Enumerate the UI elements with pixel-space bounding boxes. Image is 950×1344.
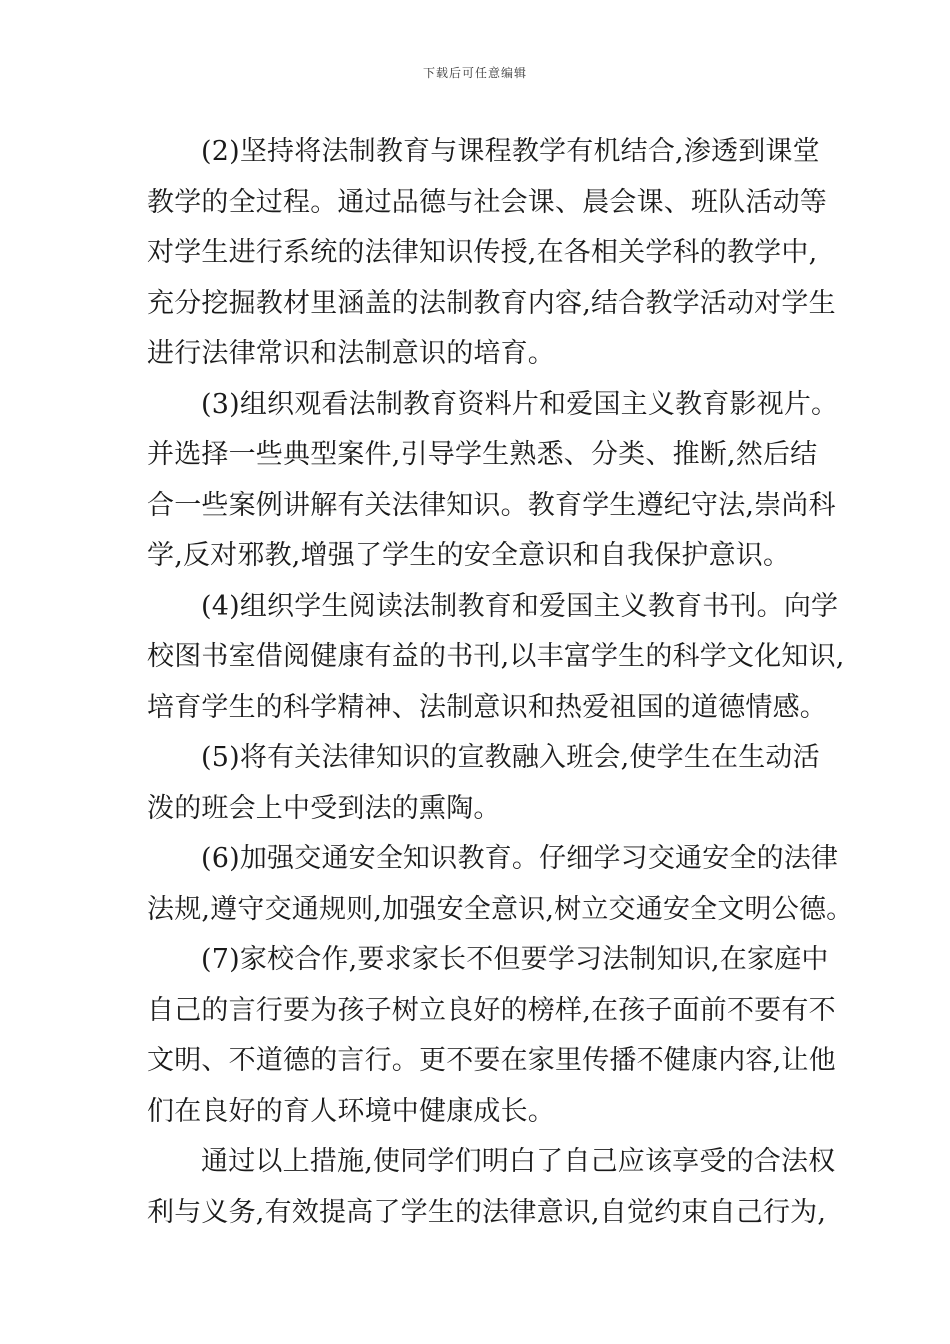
text-line: (7)家校合作,要求家长不但要学习法制知识,在家庭中 <box>201 944 829 975</box>
text-line: 校图书室借阅健康有益的书刊,以丰富学生的科学文化知识, <box>147 641 845 672</box>
text-line: 进行法律常识和法制意识的培育。 <box>147 338 555 369</box>
paragraph-5 <box>147 733 819 834</box>
text-line: 通过以上措施,使同学们明白了自己应该享受的合法权 <box>201 1146 836 1177</box>
text-line: 自己的言行要为孩子树立良好的榜样,在孩子面前不要有不 <box>147 994 836 1026</box>
document-body <box>147 127 854 1238</box>
text-line: 培育学生的科学精神、法制意识和热爱祖国的道德情感。 <box>147 691 827 723</box>
text-line: (2)坚持将法制教育与课程教学有机结合,渗透到课堂 <box>201 136 820 167</box>
paragraph-3 <box>147 380 839 582</box>
text-line: (4)组织学生阅读法制教育和爱国主义教育书刊。向学 <box>201 590 839 622</box>
text-line: 充分挖掘教材里涵盖的法制教育内容,结合教学活动对学生 <box>147 287 836 319</box>
text-line: 法规,遵守交通规则,加强安全意识,树立交通安全文明公德。 <box>147 893 854 925</box>
text-line: 文明、不道德的言行。更不要在家里传播不健康内容,让他 <box>147 1045 836 1076</box>
paragraph-conclusion <box>147 1137 836 1238</box>
text-line: (3)组织观看法制教育资料片和爱国主义教育影视片。 <box>201 388 839 420</box>
text-line: 合一些案例讲解有关法律知识。教育学生遵纪守法,崇尚科 <box>147 489 836 521</box>
paragraph-2 <box>147 127 836 380</box>
paragraph-4 <box>147 582 845 734</box>
paragraph-6 <box>147 834 854 935</box>
text-line: 学,反对邪教,增强了学生的安全意识和自我保护意识。 <box>147 540 791 571</box>
text-line: (5)将有关法律知识的宣教融入班会,使学生在生动活 <box>201 742 820 773</box>
text-line: 对学生进行系统的法律知识传授,在各相关学科的教学中, <box>147 237 818 268</box>
text-line: 们在良好的育人环境中健康成长。 <box>147 1095 555 1127</box>
paragraph-7 <box>147 935 836 1137</box>
text-line: 泼的班会上中受到法的熏陶。 <box>147 792 501 824</box>
text-line: 并选择一些典型案件,引导学生熟悉、分类、推断,然后结 <box>147 439 818 470</box>
text-line: 利与义务,有效提高了学生的法律意识,自觉约束自己行为, <box>147 1196 827 1228</box>
page-header: 下载后可任意编辑 <box>422 66 527 80</box>
text-line: (6)加强交通安全知识教育。仔细学习交通安全的法律 <box>201 843 839 874</box>
text-line: 教学的全过程。通过品德与社会课、晨会课、班队活动等 <box>147 186 827 218</box>
